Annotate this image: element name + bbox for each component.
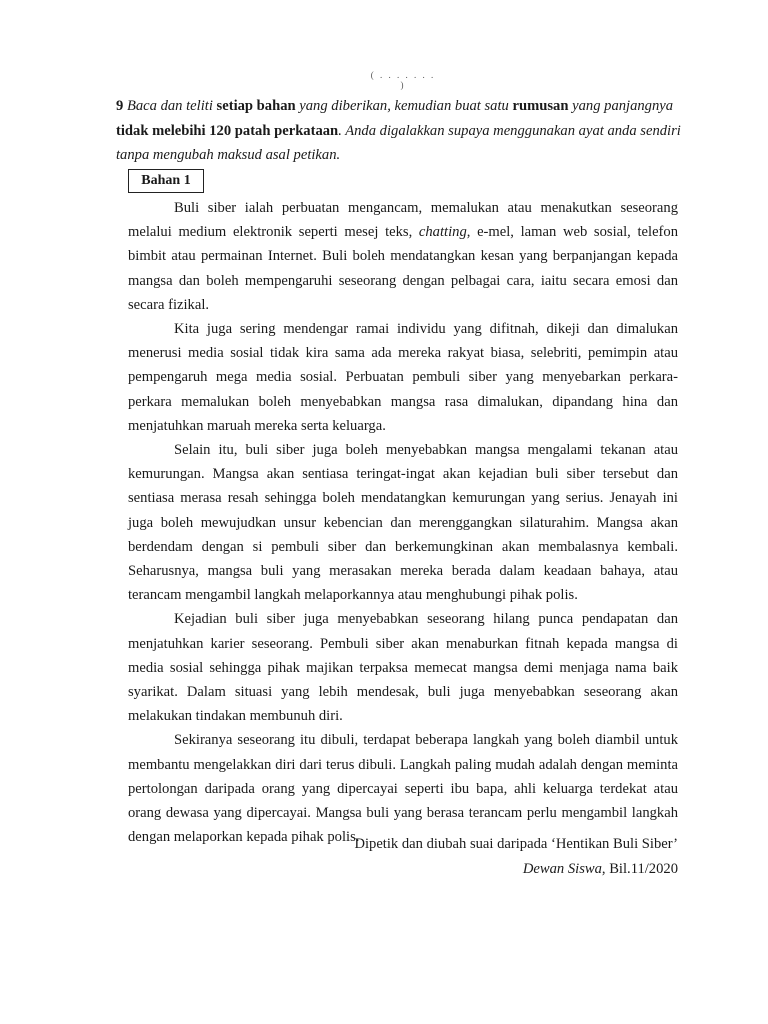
header-mark: ( . . . . . . . ) — [370, 70, 436, 90]
question-number: 9 — [116, 98, 124, 114]
magazine-title: Dewan Siswa — [522, 861, 602, 877]
source-label: Bahan 1 — [128, 169, 204, 193]
paragraph-4: Kejadian buli siber juga menyebabkan seseorang hilang punca pendapatan dan menjatuhkan karier seseorang. Pembuli siber akan menaburkan fitnah kepada mangsa di media sosial sehingga pihak majikan terpaksa memecat mangsa demi menjaga nama baik syarikat. Dalam situasi yang lebih mendesak, buli juga menyebabkan seseorang akan melakukan tindakan membunuh diri. — [128, 611, 678, 725]
attribution-publication — [354, 857, 678, 882]
attribution-source: Dipetik dan diubah suai daripada ‘Hentikan Buli Siber’ — [354, 836, 678, 852]
issue-number: , Bil.11/2020 — [601, 861, 678, 877]
paragraph-2: Kita juga sering mendengar ramai individu yang difitnah, dikeji dan dimalukan menerusi media sosial tidak kira sama ada mereka rakyat biasa, selebriti, pemimpin atau pempengaruh mega media sosial. Perbuatan pembuli siber yang menyebarkan perkara-perkara memalukan boleh menyebabkan mangsa rasa dimalukan, dipandang hina dan menjatuhkan maruah mereka serta keluarga. — [128, 321, 678, 434]
question-9 — [116, 94, 684, 168]
paragraph-text: , e-mel, laman web sosial, telefon bimbit atau permainan Internet. Buli boleh mendatangkan kesan yang berpanjangan kepada mangsa dan boleh mempengaruhi seseorang dengan pelbagai cara, iaitu secara emosi dan secara fizikal. — [128, 224, 679, 313]
paragraph-1 — [128, 196, 678, 317]
instruction-text: . Anda digalakkan supaya menggunakan ayat anda sendiri tanpa mengubah maksud asal petikan. — [116, 122, 681, 163]
attribution — [354, 832, 678, 882]
paragraph-3: Selain itu, buli siber juga boleh menyebabkan mangsa mengalami tekanan atau kemurungan. Mangsa akan sentiasa teringat-ingat akan kejadian buli siber tersebut dan sentiasa merasa resah sehingga boleh mendatangkan kemurungan yang serius. Jenayah ini juga boleh mewujudkan unsur kebencian dan merenggangkan silaturahim. Mangsa akan berdendam dengan si pembuli siber dan berkemungkinan akan membalasnya kembali. Seharusnya, mangsa buli yang merasakan mereka berada dalam keadaan bahaya, atau terancam mengambil langkah melaporkannya atau menghubungi pihak polis. — [128, 442, 678, 604]
instruction-text: yang panjangnya — [572, 98, 674, 114]
paragraph-italic-term: chatting — [418, 224, 467, 241]
word-limit: tidak melebihi 120 patah perkataan — [116, 122, 339, 139]
instruction-text: Baca dan teliti — [126, 98, 213, 114]
instruction-emphasis: rumusan — [512, 98, 569, 114]
instruction-emphasis: setiap bahan — [216, 98, 296, 114]
paragraph-5: Sekiranya seseorang itu dibuli, terdapat beberapa langkah yang boleh diambil untuk membantu mengelakkan diri dari terus dibuli. Langkah paling mudah adalah dengan meminta pertolongan daripada orang yang dipercayai seperti ibu bapa, ahli keluarga terdekat atau orang dewasa yang dipercayai. Mangsa buli yang berasa terancam perlu mengambil langkah dengan melaporkan kepada pihak polis. — [128, 732, 678, 846]
paragraph-text: Buli siber ialah perbuatan mengancam, memalukan atau menakutkan seseorang melalui medium elektronik seperti mesej teks, — [128, 200, 678, 241]
passage — [128, 196, 678, 849]
instruction-text: yang diberikan, kemudian buat satu — [299, 98, 509, 114]
